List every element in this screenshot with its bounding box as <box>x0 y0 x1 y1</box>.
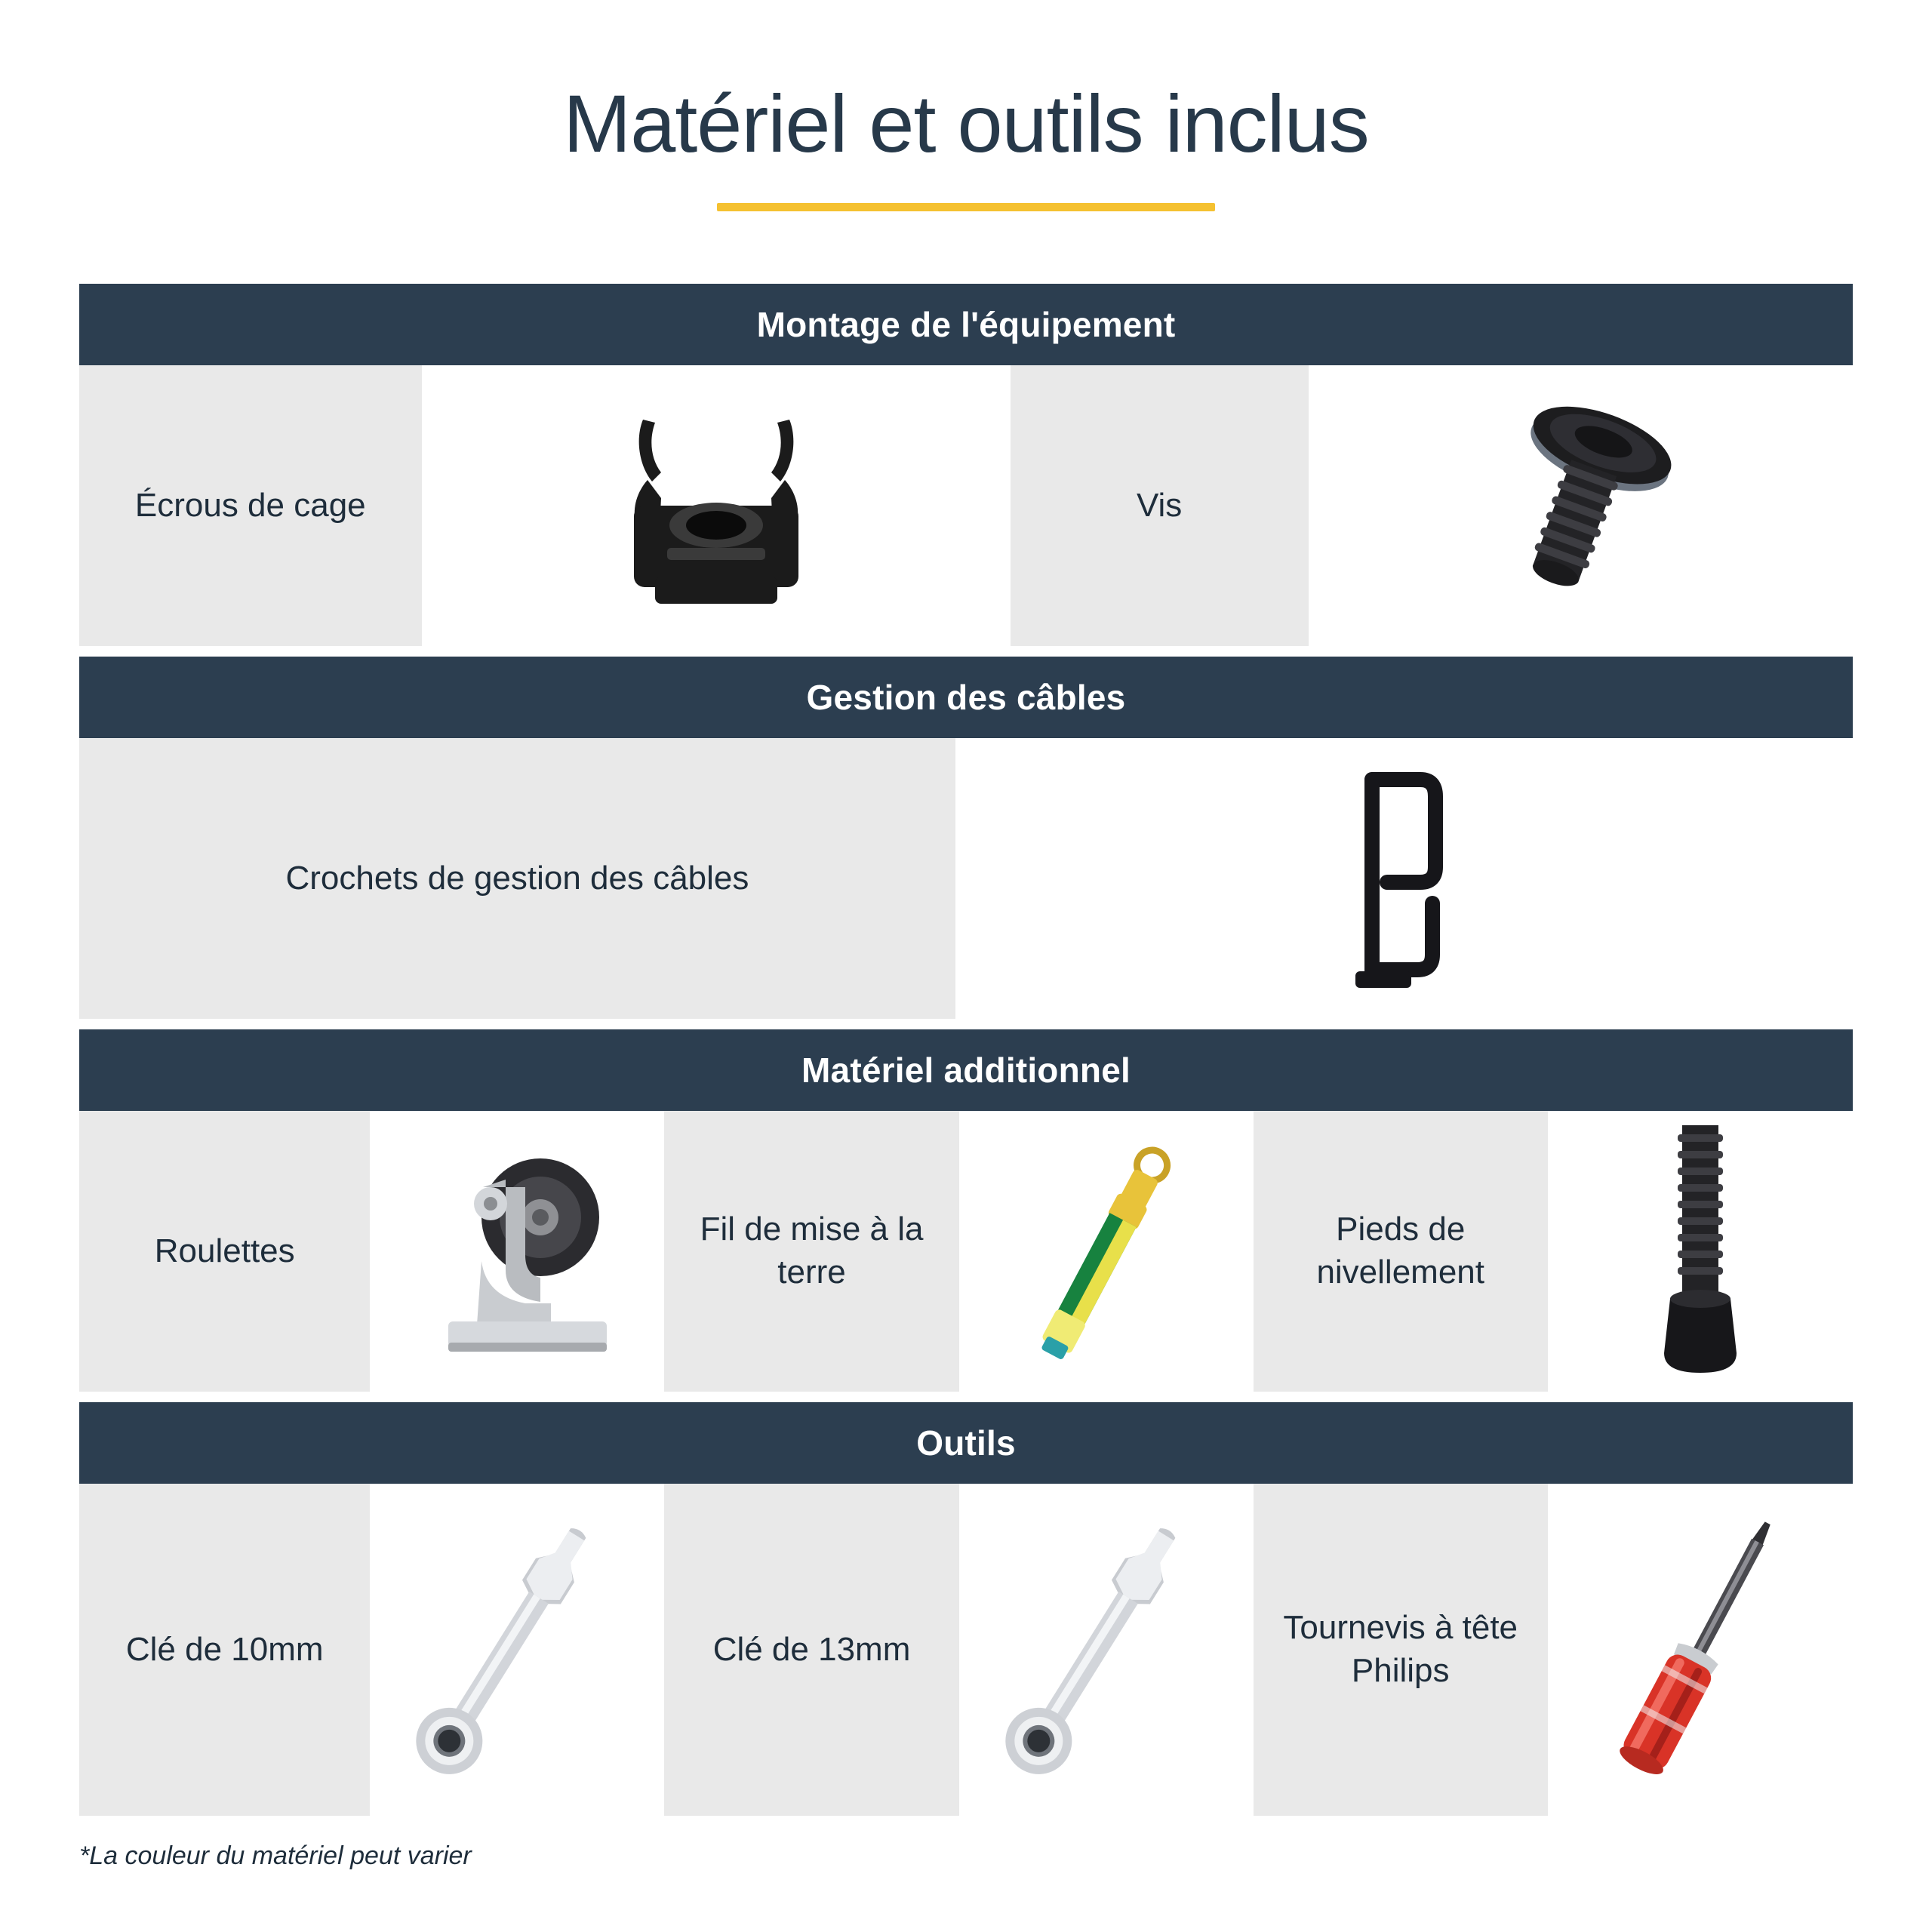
phillips-screwdriver-icon <box>1548 1484 1853 1816</box>
cell-image-cable-hooks <box>955 738 1853 1019</box>
wrench-13mm-icon <box>959 1484 1254 1816</box>
cell-label-leveling-feet: Pieds de nivellement <box>1254 1111 1548 1392</box>
section-header-mounting: Montage de l'équipement <box>79 284 1853 365</box>
title-underline <box>717 203 1215 211</box>
cell-label-cable-hooks: Crochets de gestion des câbles <box>79 738 955 1019</box>
footnote: *La couleur du matériel peut varier <box>79 1841 472 1870</box>
materials-table <box>79 284 1853 1816</box>
section-header-additional-hardware: Matériel additionnel <box>79 1029 1853 1111</box>
cell-label-cage-nuts: Écrous de cage <box>79 365 422 646</box>
cell-image-phillips-screwdriver <box>1548 1484 1853 1816</box>
grounding-wire-icon <box>959 1111 1254 1392</box>
table-row <box>79 1111 1853 1392</box>
cell-image-leveling-feet <box>1548 1111 1853 1392</box>
section-header-cable-management: Gestion des câbles <box>79 657 1853 738</box>
table-row <box>79 738 1853 1019</box>
wrench-10mm-icon <box>370 1484 664 1816</box>
screw-icon <box>1309 365 1853 646</box>
section-header-tools: Outils <box>79 1402 1853 1484</box>
cell-image-cage-nuts <box>422 365 1011 646</box>
page-title: Matériel et outils inclus <box>563 78 1369 169</box>
cell-label-phillips-screwdriver: Tournevis à tête Philips <box>1254 1484 1548 1816</box>
table-row <box>79 1484 1853 1816</box>
cell-image-screws <box>1309 365 1853 646</box>
cell-image-wrench-13mm <box>959 1484 1254 1816</box>
leveling-foot-icon <box>1548 1111 1853 1392</box>
cell-image-grounding-wire <box>959 1111 1254 1392</box>
cell-image-casters <box>370 1111 664 1392</box>
cell-label-screws: Vis <box>1011 365 1309 646</box>
table-row <box>79 365 1853 646</box>
cell-label-wrench-10mm: Clé de 10mm <box>79 1484 370 1816</box>
cell-label-casters: Roulettes <box>79 1111 370 1392</box>
cage-nut-icon <box>422 365 1011 646</box>
cell-image-wrench-10mm <box>370 1484 664 1816</box>
cell-label-grounding-wire: Fil de mise à la terre <box>664 1111 958 1392</box>
caster-wheel-icon <box>370 1111 664 1392</box>
cable-hook-icon <box>955 738 1853 1019</box>
cell-label-wrench-13mm: Clé de 13mm <box>664 1484 958 1816</box>
